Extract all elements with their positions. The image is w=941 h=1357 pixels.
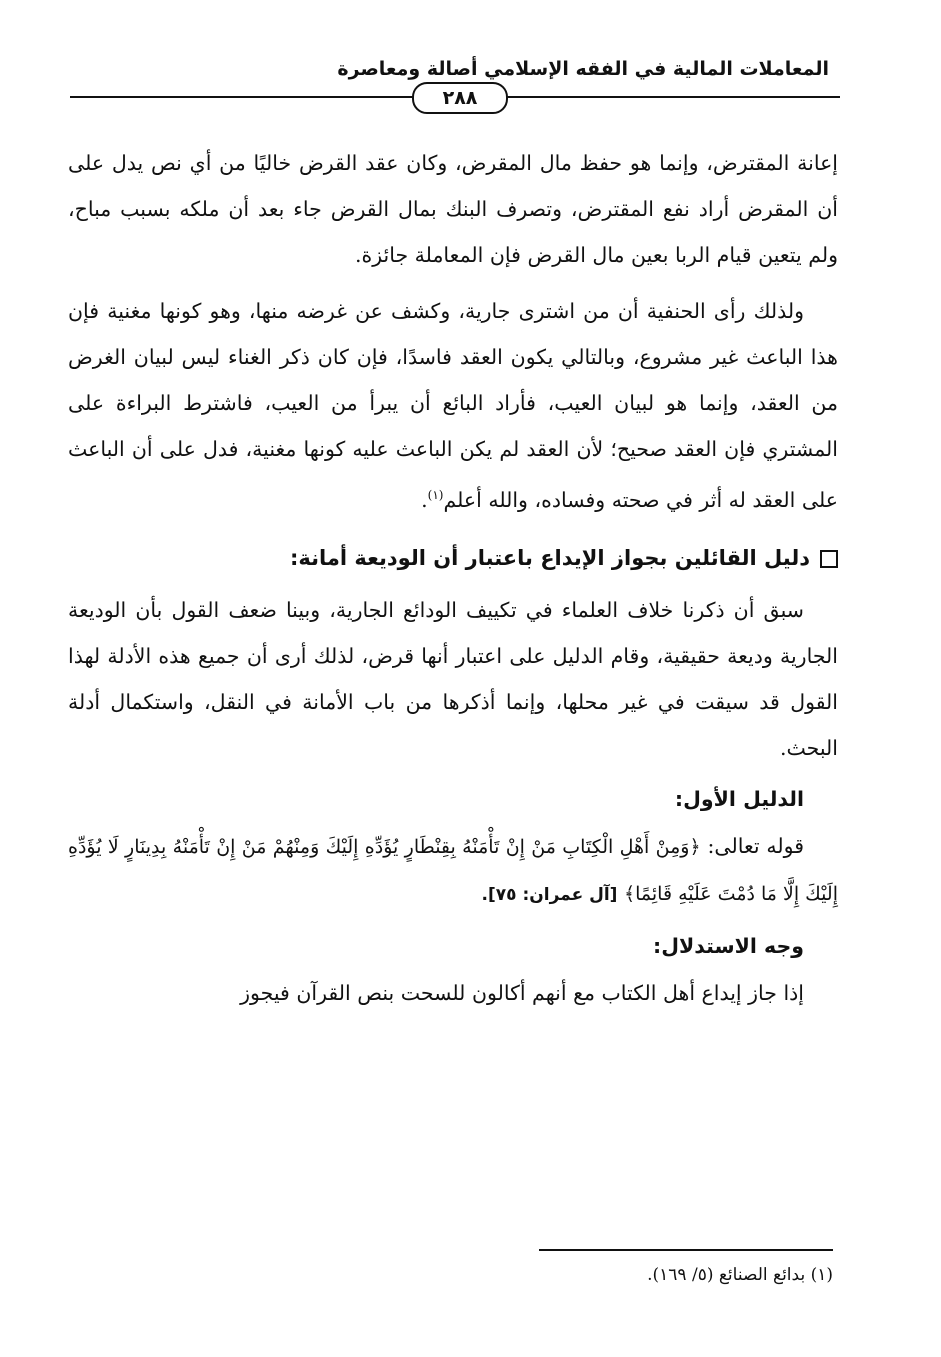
verse-reference: [آل عمران: ٧٥]. xyxy=(481,884,618,905)
verse-intro: قوله تعالى: xyxy=(707,833,804,858)
paragraph-2-text: ولذلك رأى الحنفية أن من اشترى جارية، وكشف عن غرضه منها، وهو كونها مغنية فإن هذا الباعث غير مشروع، وبالتالي يكون العقد فاسدًا، فإن كان ذكر الغناء ليس لبيان الغرض من العقد، وإنما هو لبيان العيب، فأراد البائع أن يبرأ من العيب، فاشترط البراءة على المشتري فإن العقد صحيح؛ لأن العقد لم يكن الباعث عليه كونها مغنية، فدل على أن الباعث على العقد له أثر في صحته وفساده، والله أعلم xyxy=(68,299,838,512)
paragraph-4 xyxy=(68,823,838,918)
footnote-1: (١) بدائع الصنائع (٥/ ١٦٩). xyxy=(647,1265,833,1285)
first-evidence-heading: الدليل الأول: xyxy=(674,786,804,811)
paragraph-1: إعانة المقترض، وإنما هو حفظ مال المقرض، وكان عقد القرض خاليًا من أي نص يدل على أن المقرض أراد نفع المقترض، وتصرف البنك بمال القرض جاء بعد أن ملكه بسبب مباح، ولم يتعين قيام الربا بعين مال القرض فإن المعاملة جائزة. xyxy=(68,151,838,267)
paragraph-2 xyxy=(68,288,838,523)
quran-verse: ﴿وَمِنْ أَهْلِ الْكِتَابِ مَنْ إِنْ تَأْمَنْهُ بِقِنْطَارٍ يُؤَدِّهِ إِلَيْكَ وَمِنْهُمْ مَنْ إِنْ تَأْمَنْهُ بِدِينَارٍ لَا يُؤَدِّهِ إِلَيْكَ إِلَّا مَا دُمْتَ عَلَيْهِ قَائِمًا﴾ xyxy=(68,835,838,905)
running-title: المعاملات المالية في الفقه الإسلامي أصالة ومعاصرة xyxy=(337,58,829,80)
footnote-marker: (١) xyxy=(427,488,444,502)
checkbox-icon xyxy=(820,550,838,568)
footnote-rule xyxy=(539,1249,833,1251)
paragraph-3: سبق أن ذكرنا خلاف العلماء في تكييف الودائع الجارية، وبينا ضعف القول بأن الوديعة الجارية وديعة حقيقية، وقام الدليل على اعتبار أنها قرض، لذلك أرى أن جميع هذه الأدلة لهذا القول قد سيقت في غير محلها، وإنما أذكرها من باب الأمانة في النقل، واستكمال أدلة البحث. xyxy=(68,597,838,760)
section-heading xyxy=(68,533,838,583)
inference-heading: وجه الاستدلال: xyxy=(653,933,804,958)
section-heading-text: دليل القائلين بجواز الإيداع باعتبار أن الوديعة أمانة: xyxy=(290,545,810,570)
paragraph-2-end: . xyxy=(421,487,428,512)
paragraph-5: إذا جاز إيداع أهل الكتاب مع أنهم أكالون للسحت بنص القرآن فيجوز xyxy=(240,980,804,1005)
body-text xyxy=(68,140,838,1016)
page-number: ٢٨٨ xyxy=(412,82,508,114)
